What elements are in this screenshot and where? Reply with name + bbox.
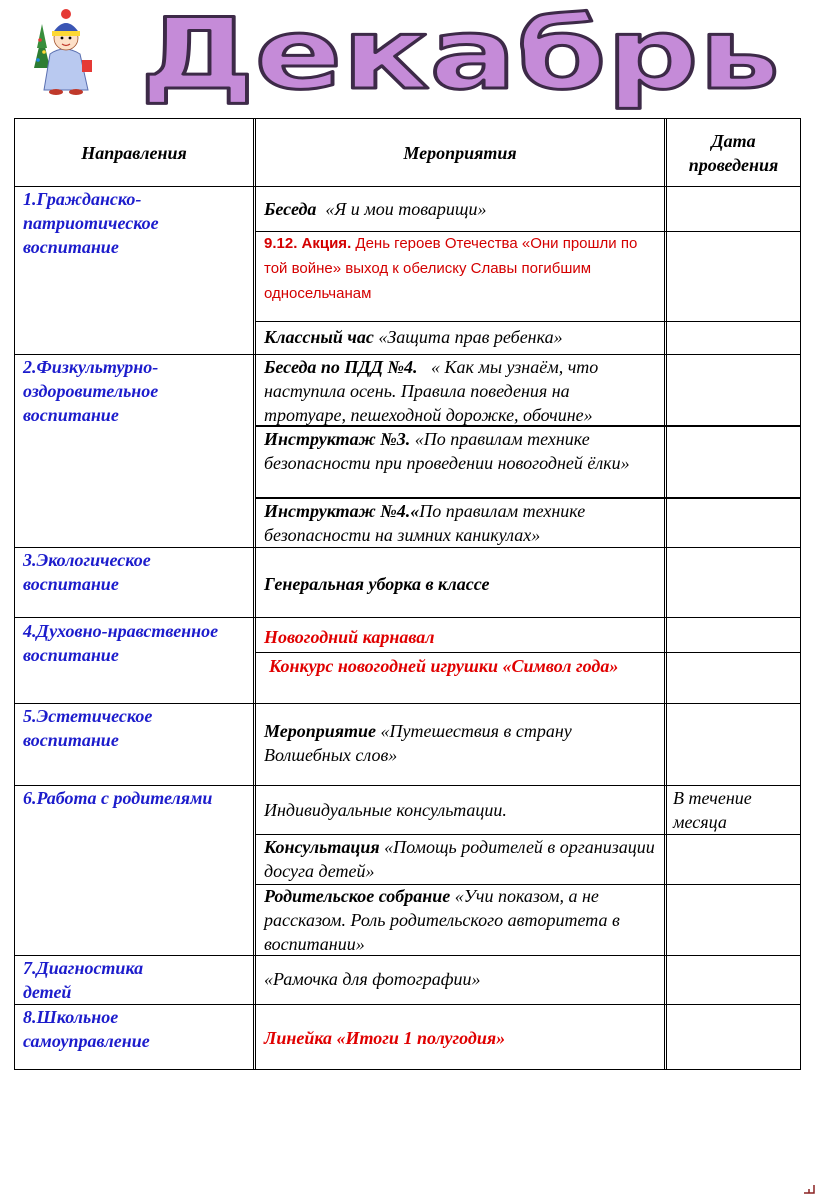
event-date: В течение месяца — [673, 788, 752, 832]
event-row: 9.12. Акция. День героев Отечества «Они прошли по той войне» выход к обелиску Славы погибшим односельчанам — [264, 235, 638, 302]
section-aesthetic: 5.Эстетическое воспитание — [23, 706, 153, 750]
section-health: 2.Физкультурно-оздоровительное воспитание — [23, 357, 159, 425]
column-divider — [253, 119, 256, 1069]
section-civic: 1.Гражданско-патриотическое воспитание — [23, 189, 159, 257]
event-row: Мероприятие «Путешествия в страну Волшебных слов» — [264, 721, 572, 765]
event-row: Индивидуальные консультации. — [264, 800, 507, 820]
row-divider — [15, 617, 800, 618]
event-row: Генеральная уборка в классе — [264, 574, 490, 594]
header-directions: Направления — [81, 143, 187, 163]
event-row: Линейка «Итоги 1 полугодия» — [264, 1028, 506, 1048]
plan-table — [14, 118, 801, 1070]
event-row: Инструктаж №4.«По правилам технике безопасности на зимних каникулах» — [264, 501, 586, 545]
event-row: Беседа «Я и мои товарищи» — [264, 199, 487, 219]
row-divider — [256, 652, 800, 653]
header-date: Дата проведения — [688, 131, 779, 175]
event-row: Классный час «Защита прав ребенка» — [264, 327, 563, 347]
header-events: Мероприятия — [403, 143, 517, 163]
column-divider — [664, 119, 667, 1069]
page-header — [0, 0, 816, 110]
event-row: Беседа по ПДД №4. « Как мы узнаём, что наступила осень. Правила поведения на тротуаре, пешеходной дорожке, обочине» — [264, 357, 599, 425]
row-divider — [256, 321, 800, 322]
event-row: Новогодний карнавал — [264, 627, 435, 647]
section-diagnostics: 7.Диагностика детей — [23, 958, 144, 1002]
section-self-government: 8.Школьное самоуправление — [23, 1007, 150, 1051]
page-corner-mark — [802, 1181, 816, 1195]
section-ecology: 3.Экологическое воспитание — [23, 550, 151, 594]
event-row: Консультация «Помощь родителей в организации досуга детей» — [264, 837, 655, 881]
snow-girl-illustration — [28, 4, 100, 96]
svg-text:Декабрь: Декабрь — [140, 2, 780, 110]
event-row: Инструктаж №3. «По правилам технике безопасности при проведении новогодней ёлки» — [264, 429, 630, 473]
event-row: «Рамочка для фотографии» — [264, 969, 481, 989]
event-row: Родительское собрание «Учи показом, а не рассказом. Роль родительского авторитета в воспитании» — [264, 886, 620, 954]
event-row: Конкурс новогодней игрушки «Символ года» — [269, 656, 619, 676]
section-moral: 4.Духовно-нравственное воспитание — [23, 621, 219, 665]
page-title — [130, 2, 790, 110]
section-parents: 6.Работа с родителями — [23, 788, 213, 808]
